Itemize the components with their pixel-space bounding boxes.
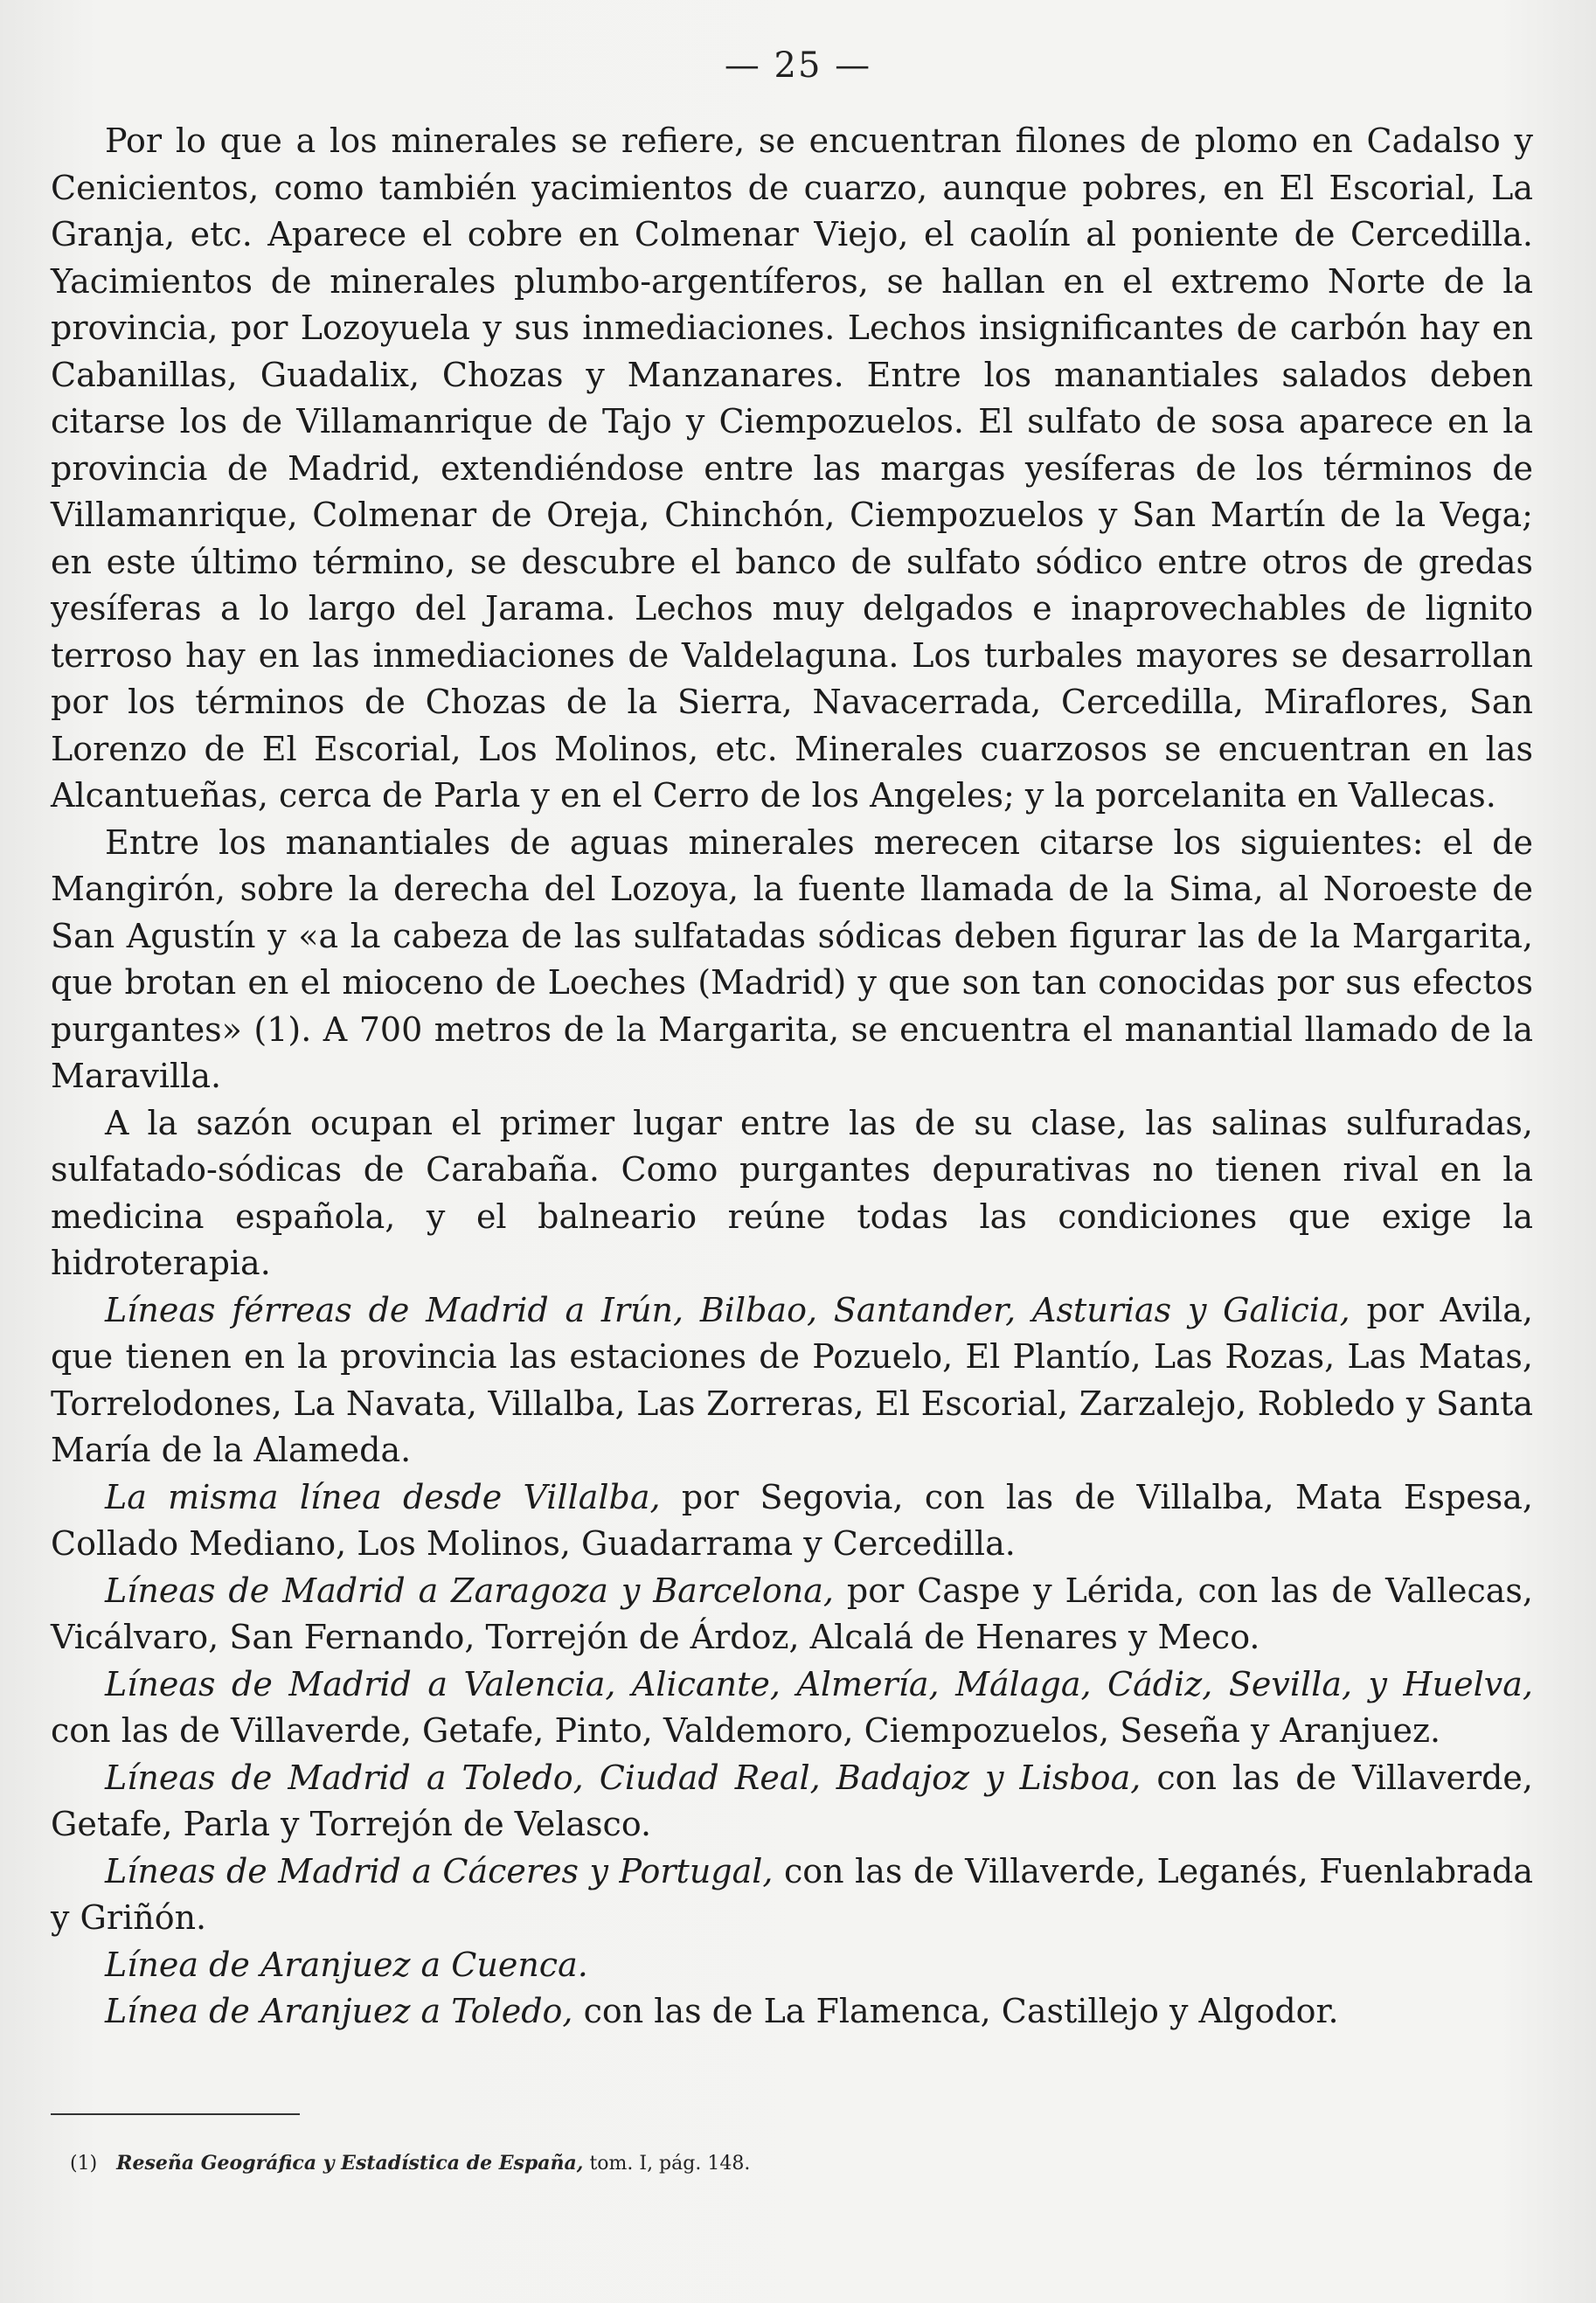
rail-line-route: Líneas férreas de Madrid a Irún, Bilbao, Santander, Asturias y Galicia,: [105, 1290, 1350, 1329]
rail-line-route: La misma línea desde Villalba,: [105, 1477, 661, 1516]
rail-line-stations: con las de Villaverde, Getafe, Parla y Torrejón de Velasco.: [51, 1758, 1534, 1843]
rail-line-stations: por Segovia, con las de Villalba, Mata Espesa, Collado Mediano, Los Molinos, Guadarrama y Cercedilla.: [51, 1477, 1533, 1563]
rail-line-stations: por Caspe y Lérida, con las de Vallecas, Vicálvaro, San Fernando, Torrejón de Árdoz, Alcalá de Henares y Meco.: [51, 1571, 1533, 1656]
footnote-detail: tom. I, pág. 148.: [583, 2153, 751, 2175]
page-number: — 25 —: [724, 45, 872, 86]
rail-line-paragraph: [51, 1474, 1533, 1568]
rail-line-stations: con las de Villaverde, Getafe, Pinto, Valdemoro, Ciempozuelos, Seseña y Aranjuez.: [51, 1711, 1441, 1750]
footnote: [70, 2152, 1381, 2175]
footnote-mark: (1): [70, 2153, 98, 2175]
rail-line-route: Línea de Aranjuez a Toledo,: [105, 1992, 573, 2030]
rail-line-paragraph: [51, 1287, 1533, 1474]
body-text: [51, 118, 1533, 2036]
rail-line-paragraph: [51, 1755, 1533, 1849]
footnote-source: Reseña Geográfica y Estadística de España,: [116, 2152, 584, 2175]
rail-line-route: Líneas de Madrid a Zaragoza y Barcelona,: [105, 1571, 834, 1610]
rail-line-route: Línea de Aranjuez a Cuenca.: [105, 1945, 588, 1984]
rail-line-paragraph: [51, 1988, 1533, 2036]
rail-line-paragraph: [51, 1661, 1533, 1755]
rail-line-route: Líneas de Madrid a Valencia, Alicante, Almería, Málaga, Cádiz, Sevilla, y Huelva,: [105, 1664, 1533, 1703]
footnote-divider: [51, 2113, 300, 2115]
paragraph-mineral-springs: Entre los manantiales de aguas minerales merecen citarse los siguientes: el de Mangirón, sobre la derecha del Lozoya, la fuente llamada de la Sima, al Noroeste de San Agustín y «a la cabeza de las sulfatadas sódicas deben figurar las de la Margarita, que brotan en el mioceno de Loeches (Madrid) y que son tan conocidas por sus efectos purgantes» (1). A 700 metros de la Margarita, se encuentra el manantial llamado de la Maravilla.: [51, 822, 1533, 1095]
rail-line-stations: con las de Villaverde, Leganés, Fuenlabrada y Griñón.: [51, 1851, 1533, 1937]
paragraph-carabana: A la sazón ocupan el primer lugar entre las de su clase, las salinas sulfuradas, sulfatado-sódicas de Carabaña. Como purgantes depurativas no tienen rival en la medicina española, y el balneario reúne todas las condiciones que exige la hidroterapia.: [51, 1103, 1533, 1282]
paragraph-minerals: Por lo que a los minerales se refiere, se encuentran filones de plomo en Cadalso y Cenicientos, como también yacimientos de cuarzo, aunque pobres, en El Escorial, La Granja, etc. Aparece el cobre en Colmenar Viejo, el caolín al poniente de Cercedilla. Yacimientos de minerales plumbo-argentíferos, se hallan en el extremo Norte de la provincia, por Lozoyuela y sus inmediaciones. Lechos insignificantes de carbón hay en Cabanillas, Guadalix, Chozas y Manzanares. Entre los manantiales salados deben citarse los de Villamanrique de Tajo y Ciempozuelos. El sulfato de sosa aparece en la provincia de Madrid, extendiéndose entre las margas yesíferas de los términos de Villamanrique, Colmenar de Oreja, Chinchón, Ciempozuelos y San Martín de la Vega; en este último término, se descubre el banco de sulfato sódico entre otros de gredas yesíferas a lo largo del Jarama. Lechos muy delgados e inaprovechables de lignito terroso hay en las inmediaciones de Valdelaguna. Los turbales mayores se desarrollan por los términos de Chozas de la Sierra, Navacerrada, Cercedilla, Miraflores, San Lorenzo de El Escorial, Los Molinos, etc. Minerales cuarzosos se encuentran en las Alcantueñas, cerca de Parla y en el Cerro de los Angeles; y la porcelanita en Vallecas.: [51, 121, 1533, 815]
rail-line-route: Líneas de Madrid a Toledo, Ciudad Real, Badajoz y Lisboa,: [105, 1758, 1141, 1797]
rail-line-stations: con las de La Flamenca, Castillejo y Algodor.: [572, 1992, 1339, 2030]
rail-line-paragraph: [51, 1849, 1533, 1942]
rail-line-stations: por Avila, que tienen en la provincia las estaciones de Pozuelo, El Plantío, Las Rozas, Las Matas, Torrelodones, La Navata, Villalba, Las Zorreras, El Escorial, Zarzalejo, Robledo y Santa María de la Alameda.: [51, 1290, 1533, 1469]
rail-line-paragraph: [51, 1568, 1533, 1661]
rail-line-route: Líneas de Madrid a Cáceres y Portugal,: [105, 1851, 774, 1890]
rail-line-paragraph: [51, 1942, 1533, 1989]
